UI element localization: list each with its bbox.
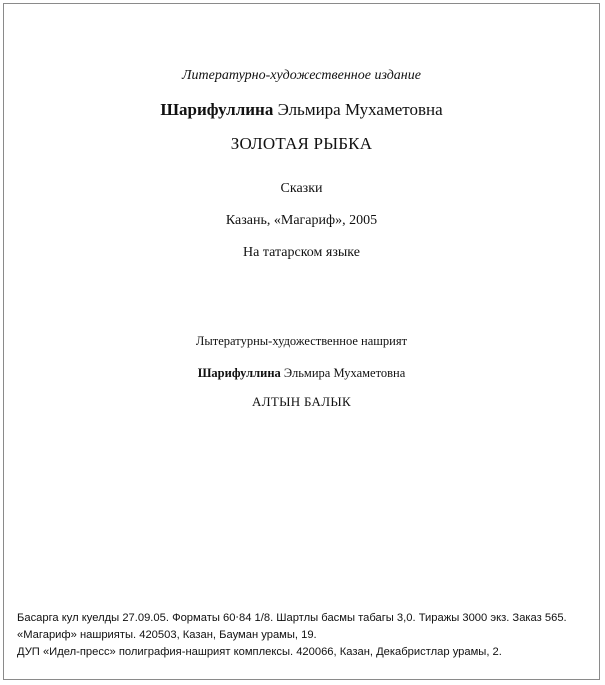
imprint-block [17,610,602,661]
edition-type-russian: Литературно-художественное издание [182,68,421,83]
author-surname: Шарифуллина [160,100,274,119]
author-given-names-tatar: Эльмира Мухаметовна [283,366,406,380]
author-russian [4,100,599,120]
language-note: На татарском языке [243,245,360,260]
imprint-publisher-address: «Магариф» нашрияты. 420503, Казан, Бауман урамы, 19. [17,629,317,641]
author-surname-tatar: Шарифуллина [197,366,281,380]
genre-label: Сказки [280,181,323,196]
publisher-line: Казань, «Магариф», 2005 [225,213,378,228]
author-given-names: Эльмира Мухаметовна [277,100,443,119]
page-frame [3,3,600,680]
author-tatar [4,366,599,381]
edition-type-tatar: Лытературны-художественное нашрият [195,334,408,348]
book-title-russian: ЗОЛОТАЯ РЫБКА [230,134,373,153]
book-title-tatar: АЛТЫН БАЛЫК [252,394,351,409]
imprint-printer-address: ДУП «Идел-пресс» полиграфия-нашрият комплексы. 420066, Казан, Декабристлар урамы, 2. [17,646,502,658]
imprint-print-details: Басарга кул куелды 27.09.05. Форматы 60‧84 1/8. Шартлы басмы табагы 3,0. Тиражы 3000 экз. Заказ 565. [17,612,567,624]
